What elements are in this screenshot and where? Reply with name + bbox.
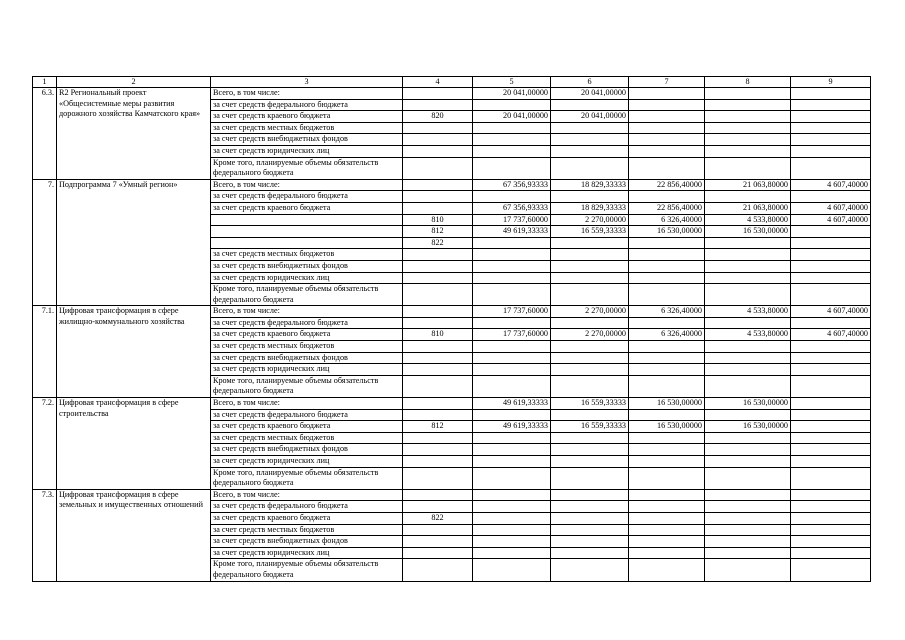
amount-cell: [629, 489, 705, 501]
funding-source-cell: за счет средств юридических лиц: [211, 364, 403, 376]
funding-source-cell: за счет средств внебюджетных фондов: [211, 134, 403, 146]
funding-source-cell: Кроме того, планируемые объемы обязательств федерального бюджета: [211, 284, 403, 306]
amount-cell: 4 533,80000: [705, 214, 791, 226]
amount-cell: [473, 536, 551, 548]
amount-cell: [473, 191, 551, 203]
amount-cell: [551, 536, 629, 548]
amount-cell: [705, 512, 791, 524]
amount-cell: 16 559,33333: [551, 226, 629, 238]
amount-cell: [705, 375, 791, 397]
amount-cell: [551, 249, 629, 261]
funding-source-cell: за счет средств юридических лиц: [211, 272, 403, 284]
budget-code-cell: 810: [403, 329, 473, 341]
amount-cell: [473, 547, 551, 559]
funding-source-cell: за счет средств юридических лиц: [211, 547, 403, 559]
amount-cell: 16 530,00000: [629, 421, 705, 433]
amount-cell: 4 607,40000: [791, 329, 871, 341]
amount-cell: [629, 559, 705, 581]
amount-cell: [551, 341, 629, 353]
amount-cell: [473, 260, 551, 272]
funding-source-cell: за счет средств краевого бюджета: [211, 329, 403, 341]
funding-source-cell: за счет средств федерального бюджета: [211, 99, 403, 111]
header-cell: 6: [551, 77, 629, 88]
amount-cell: 17 737,60000: [473, 329, 551, 341]
amount-cell: [705, 249, 791, 261]
amount-cell: [473, 375, 551, 397]
funding-source-cell: за счет средств местных бюджетов: [211, 341, 403, 353]
amount-cell: [629, 547, 705, 559]
amount-cell: [705, 122, 791, 134]
amount-cell: [705, 272, 791, 284]
amount-cell: [551, 145, 629, 157]
budget-code-cell: [403, 134, 473, 146]
amount-cell: [705, 191, 791, 203]
amount-cell: [791, 398, 871, 410]
amount-cell: [629, 524, 705, 536]
amount-cell: [705, 317, 791, 329]
budget-code-cell: [403, 179, 473, 191]
amount-cell: [705, 501, 791, 513]
table-row: [33, 398, 871, 410]
amount-cell: [551, 364, 629, 376]
amount-cell: [629, 191, 705, 203]
budget-code-cell: [403, 157, 473, 179]
budget-code-cell: [403, 306, 473, 318]
amount-cell: [629, 444, 705, 456]
amount-cell: [791, 409, 871, 421]
amount-cell: [551, 524, 629, 536]
amount-cell: [791, 157, 871, 179]
amount-cell: [629, 260, 705, 272]
funding-source-cell: Всего, в том числе:: [211, 179, 403, 191]
amount-cell: [551, 284, 629, 306]
amount-cell: [473, 145, 551, 157]
amount-cell: [551, 489, 629, 501]
amount-cell: [629, 317, 705, 329]
amount-cell: 16 559,33333: [551, 398, 629, 410]
amount-cell: [551, 272, 629, 284]
header-cell: 7: [629, 77, 705, 88]
funding-source-cell: [211, 237, 403, 249]
amount-cell: [705, 237, 791, 249]
budget-code-cell: [403, 456, 473, 468]
funding-source-cell: Кроме того, планируемые объемы обязательств федерального бюджета: [211, 467, 403, 489]
amount-cell: [473, 467, 551, 489]
amount-cell: [629, 99, 705, 111]
header-cell: 5: [473, 77, 551, 88]
amount-cell: 4 533,80000: [705, 329, 791, 341]
header-cell: 9: [791, 77, 871, 88]
amount-cell: [791, 317, 871, 329]
funding-source-cell: [211, 226, 403, 238]
funding-source-cell: за счет средств краевого бюджета: [211, 202, 403, 214]
amount-cell: [791, 467, 871, 489]
funding-source-cell: за счет средств внебюджетных фондов: [211, 444, 403, 456]
amount-cell: [705, 444, 791, 456]
amount-cell: [705, 352, 791, 364]
amount-cell: [791, 134, 871, 146]
amount-cell: [791, 99, 871, 111]
amount-cell: [791, 226, 871, 238]
amount-cell: [629, 157, 705, 179]
budget-code-cell: [403, 489, 473, 501]
amount-cell: [473, 249, 551, 261]
amount-cell: [791, 111, 871, 123]
amount-cell: [705, 157, 791, 179]
amount-cell: 20 041,00000: [551, 88, 629, 100]
section-name-cell: Цифровая трансформация в сфере земельных и имущественных отношений: [57, 489, 211, 581]
amount-cell: [629, 364, 705, 376]
budget-code-cell: [403, 341, 473, 353]
funding-source-cell: за счет средств местных бюджетов: [211, 249, 403, 261]
amount-cell: 4 607,40000: [791, 306, 871, 318]
amount-cell: [629, 501, 705, 513]
amount-cell: 16 530,00000: [705, 398, 791, 410]
amount-cell: [705, 547, 791, 559]
header-cell: 4: [403, 77, 473, 88]
funding-source-cell: за счет средств краевого бюджета: [211, 111, 403, 123]
amount-cell: [473, 134, 551, 146]
funding-source-cell: Всего, в том числе:: [211, 398, 403, 410]
amount-cell: [473, 272, 551, 284]
amount-cell: [705, 536, 791, 548]
amount-cell: [473, 364, 551, 376]
amount-cell: [629, 237, 705, 249]
amount-cell: [473, 99, 551, 111]
amount-cell: [705, 284, 791, 306]
amount-cell: [791, 237, 871, 249]
budget-code-cell: [403, 432, 473, 444]
amount-cell: [473, 237, 551, 249]
budget-code-cell: [403, 284, 473, 306]
budget-code-cell: [403, 444, 473, 456]
amount-cell: [629, 88, 705, 100]
amount-cell: [629, 512, 705, 524]
amount-cell: [629, 284, 705, 306]
budget-code-cell: 812: [403, 226, 473, 238]
amount-cell: 20 041,00000: [473, 111, 551, 123]
amount-cell: [705, 134, 791, 146]
budget-code-cell: 810: [403, 214, 473, 226]
table-row: [33, 306, 871, 318]
amount-cell: [705, 432, 791, 444]
section-name-cell: Подпрограмма 7 «Умный регион»: [57, 179, 211, 306]
amount-cell: [791, 536, 871, 548]
header-row: [33, 77, 871, 88]
amount-cell: [705, 88, 791, 100]
funding-source-cell: за счет средств внебюджетных фондов: [211, 352, 403, 364]
amount-cell: 67 356,93333: [473, 179, 551, 191]
funding-source-cell: Кроме того, планируемые объемы обязательств федерального бюджета: [211, 375, 403, 397]
amount-cell: [473, 432, 551, 444]
amount-cell: [705, 260, 791, 272]
funding-source-cell: Всего, в том числе:: [211, 88, 403, 100]
amount-cell: [551, 467, 629, 489]
amount-cell: [791, 352, 871, 364]
amount-cell: [791, 421, 871, 433]
amount-cell: [473, 456, 551, 468]
section-number-cell: 6.3.: [33, 88, 57, 180]
amount-cell: 2 270,00000: [551, 329, 629, 341]
amount-cell: [551, 134, 629, 146]
funding-source-cell: за счет средств краевого бюджета: [211, 421, 403, 433]
budget-code-cell: [403, 317, 473, 329]
amount-cell: [705, 559, 791, 581]
amount-cell: 21 063,80000: [705, 179, 791, 191]
budget-code-cell: [403, 398, 473, 410]
header-cell: 3: [211, 77, 403, 88]
funding-source-cell: за счет средств федерального бюджета: [211, 317, 403, 329]
amount-cell: [629, 352, 705, 364]
funding-source-cell: за счет средств местных бюджетов: [211, 524, 403, 536]
budget-code-cell: [403, 375, 473, 397]
budget-code-cell: 812: [403, 421, 473, 433]
amount-cell: 4 607,40000: [791, 179, 871, 191]
amount-cell: [629, 375, 705, 397]
amount-cell: [705, 524, 791, 536]
amount-cell: [551, 547, 629, 559]
budget-code-cell: 820: [403, 111, 473, 123]
amount-cell: [629, 409, 705, 421]
amount-cell: 2 270,00000: [551, 214, 629, 226]
amount-cell: [791, 249, 871, 261]
table-row: [33, 489, 871, 501]
amount-cell: [791, 88, 871, 100]
amount-cell: [629, 134, 705, 146]
amount-cell: 16 559,33333: [551, 421, 629, 433]
section-name-cell: Цифровая трансформация в сфере строительства: [57, 398, 211, 490]
amount-cell: [791, 559, 871, 581]
budget-code-cell: [403, 524, 473, 536]
section-number-cell: 7.1.: [33, 306, 57, 398]
amount-cell: 21 063,80000: [705, 202, 791, 214]
amount-cell: [791, 191, 871, 203]
amount-cell: [629, 111, 705, 123]
section-number-cell: 7.: [33, 179, 57, 306]
amount-cell: [629, 341, 705, 353]
amount-cell: [705, 111, 791, 123]
amount-cell: [551, 432, 629, 444]
funding-source-cell: Всего, в том числе:: [211, 306, 403, 318]
amount-cell: 17 737,60000: [473, 306, 551, 318]
section-name-cell: R2 Региональный проект «Общесистемные меры развития дорожного хозяйства Камчатского края»: [57, 88, 211, 180]
header-cell: 8: [705, 77, 791, 88]
amount-cell: 16 530,00000: [705, 226, 791, 238]
amount-cell: [705, 145, 791, 157]
amount-cell: 22 856,40000: [629, 202, 705, 214]
amount-cell: [551, 237, 629, 249]
section-number-cell: 7.2.: [33, 398, 57, 490]
amount-cell: [791, 272, 871, 284]
budget-code-cell: [403, 145, 473, 157]
header-cell: 1: [33, 77, 57, 88]
budget-code-cell: 822: [403, 512, 473, 524]
budget-code-cell: [403, 364, 473, 376]
amount-cell: 6 326,40000: [629, 306, 705, 318]
funding-source-cell: за счет средств внебюджетных фондов: [211, 536, 403, 548]
amount-cell: [473, 444, 551, 456]
amount-cell: [551, 409, 629, 421]
amount-cell: [629, 456, 705, 468]
amount-cell: 4 533,80000: [705, 306, 791, 318]
amount-cell: [551, 191, 629, 203]
amount-cell: [473, 284, 551, 306]
amount-cell: [705, 341, 791, 353]
amount-cell: 16 530,00000: [705, 421, 791, 433]
amount-cell: [551, 444, 629, 456]
funding-source-cell: Всего, в том числе:: [211, 489, 403, 501]
amount-cell: [551, 456, 629, 468]
amount-cell: [551, 375, 629, 397]
amount-cell: 18 829,33333: [551, 202, 629, 214]
amount-cell: 18 829,33333: [551, 179, 629, 191]
budget-code-cell: [403, 409, 473, 421]
amount-cell: [791, 444, 871, 456]
funding-source-cell: за счет средств местных бюджетов: [211, 122, 403, 134]
budget-code-cell: [403, 501, 473, 513]
budget-code-cell: [403, 260, 473, 272]
amount-cell: 4 607,40000: [791, 214, 871, 226]
amount-cell: [705, 364, 791, 376]
amount-cell: [791, 489, 871, 501]
amount-cell: [473, 157, 551, 179]
amount-cell: [473, 122, 551, 134]
amount-cell: 17 737,60000: [473, 214, 551, 226]
amount-cell: [551, 122, 629, 134]
budget-code-cell: [403, 88, 473, 100]
budget-code-cell: [403, 559, 473, 581]
amount-cell: [551, 501, 629, 513]
amount-cell: 6 326,40000: [629, 329, 705, 341]
budget-code-cell: [403, 547, 473, 559]
funding-source-cell: Кроме того, планируемые объемы обязательств федерального бюджета: [211, 559, 403, 581]
amount-cell: [791, 432, 871, 444]
funding-source-cell: за счет средств внебюджетных фондов: [211, 260, 403, 272]
amount-cell: [791, 375, 871, 397]
amount-cell: [791, 547, 871, 559]
amount-cell: [473, 512, 551, 524]
amount-cell: 22 856,40000: [629, 179, 705, 191]
funding-source-cell: за счет средств федерального бюджета: [211, 409, 403, 421]
amount-cell: [629, 432, 705, 444]
amount-cell: [473, 524, 551, 536]
header-cell: 2: [57, 77, 211, 88]
budget-table: [32, 76, 871, 582]
budget-code-cell: [403, 99, 473, 111]
amount-cell: 2 270,00000: [551, 306, 629, 318]
amount-cell: [551, 260, 629, 272]
amount-cell: [791, 501, 871, 513]
amount-cell: [473, 409, 551, 421]
amount-cell: [791, 260, 871, 272]
amount-cell: [629, 272, 705, 284]
amount-cell: [473, 352, 551, 364]
funding-source-cell: за счет средств федерального бюджета: [211, 501, 403, 513]
amount-cell: [551, 157, 629, 179]
amount-cell: [551, 559, 629, 581]
amount-cell: [705, 409, 791, 421]
section-name-cell: Цифровая трансформация в сфере жилищно-коммунального хозяйства: [57, 306, 211, 398]
amount-cell: [551, 352, 629, 364]
amount-cell: 20 041,00000: [473, 88, 551, 100]
amount-cell: 67 356,93333: [473, 202, 551, 214]
amount-cell: [705, 99, 791, 111]
budget-code-cell: [403, 249, 473, 261]
amount-cell: 16 530,00000: [629, 398, 705, 410]
amount-cell: [473, 559, 551, 581]
budget-code-cell: 822: [403, 237, 473, 249]
amount-cell: [629, 145, 705, 157]
amount-cell: 20 041,00000: [551, 111, 629, 123]
funding-source-cell: Кроме того, планируемые объемы обязательств федерального бюджета: [211, 157, 403, 179]
budget-code-cell: [403, 122, 473, 134]
table-row: [33, 179, 871, 191]
amount-cell: 49 619,33333: [473, 421, 551, 433]
funding-source-cell: за счет средств местных бюджетов: [211, 432, 403, 444]
funding-source-cell: за счет средств федерального бюджета: [211, 191, 403, 203]
amount-cell: [791, 524, 871, 536]
amount-cell: [551, 317, 629, 329]
amount-cell: [473, 501, 551, 513]
funding-source-cell: за счет средств краевого бюджета: [211, 512, 403, 524]
funding-source-cell: за счет средств юридических лиц: [211, 145, 403, 157]
amount-cell: 6 326,40000: [629, 214, 705, 226]
amount-cell: [629, 249, 705, 261]
amount-cell: 16 530,00000: [629, 226, 705, 238]
funding-source-cell: [211, 214, 403, 226]
amount-cell: [791, 456, 871, 468]
amount-cell: [551, 512, 629, 524]
amount-cell: [629, 122, 705, 134]
amount-cell: [629, 467, 705, 489]
budget-code-cell: [403, 272, 473, 284]
amount-cell: [629, 536, 705, 548]
budget-code-cell: [403, 467, 473, 489]
amount-cell: [791, 364, 871, 376]
amount-cell: 4 607,40000: [791, 202, 871, 214]
amount-cell: [791, 145, 871, 157]
budget-code-cell: [403, 536, 473, 548]
amount-cell: [473, 341, 551, 353]
amount-cell: 49 619,33333: [473, 398, 551, 410]
section-number-cell: 7.3.: [33, 489, 57, 581]
amount-cell: [473, 489, 551, 501]
amount-cell: [791, 512, 871, 524]
amount-cell: 49 619,33333: [473, 226, 551, 238]
amount-cell: [705, 467, 791, 489]
amount-cell: [791, 341, 871, 353]
amount-cell: [791, 284, 871, 306]
budget-code-cell: [403, 202, 473, 214]
amount-cell: [791, 122, 871, 134]
budget-code-cell: [403, 352, 473, 364]
budget-code-cell: [403, 191, 473, 203]
amount-cell: [705, 456, 791, 468]
amount-cell: [551, 99, 629, 111]
funding-source-cell: за счет средств юридических лиц: [211, 456, 403, 468]
table-row: [33, 88, 871, 100]
amount-cell: [705, 489, 791, 501]
amount-cell: [473, 317, 551, 329]
